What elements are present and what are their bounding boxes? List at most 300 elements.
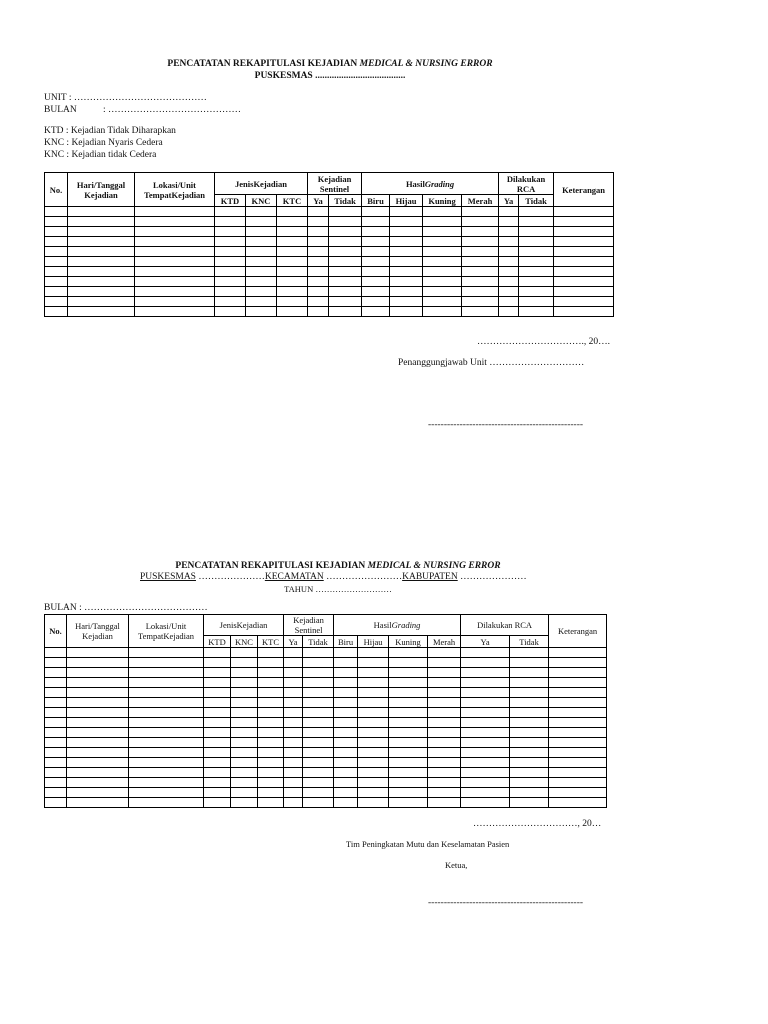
table-cell[interactable]: [334, 668, 358, 678]
table-cell[interactable]: [462, 247, 499, 257]
table-cell[interactable]: [308, 287, 329, 297]
table-cell[interactable]: [67, 728, 129, 738]
table-cell[interactable]: [329, 227, 362, 237]
table-cell[interactable]: [510, 698, 549, 708]
table-cell[interactable]: [554, 307, 614, 317]
table-cell[interactable]: [549, 678, 607, 688]
table-cell[interactable]: [362, 257, 390, 267]
table-cell[interactable]: [554, 207, 614, 217]
table-cell[interactable]: [258, 648, 284, 658]
table-cell[interactable]: [423, 277, 462, 287]
table-cell[interactable]: [45, 668, 67, 678]
table-cell[interactable]: [554, 257, 614, 267]
table-cell[interactable]: [303, 718, 334, 728]
table-cell[interactable]: [519, 247, 554, 257]
table-cell[interactable]: [423, 297, 462, 307]
table-cell[interactable]: [204, 648, 231, 658]
table-cell[interactable]: [549, 748, 607, 758]
table-cell[interactable]: [215, 257, 246, 267]
table-cell[interactable]: [549, 758, 607, 768]
table-cell[interactable]: [129, 698, 204, 708]
table-cell[interactable]: [204, 778, 231, 788]
table-cell[interactable]: [329, 217, 362, 227]
table-cell[interactable]: [362, 247, 390, 257]
table-cell[interactable]: [510, 788, 549, 798]
table-cell[interactable]: [231, 728, 258, 738]
table-cell[interactable]: [246, 287, 277, 297]
table-cell[interactable]: [329, 277, 362, 287]
table-cell[interactable]: [510, 778, 549, 788]
table-cell[interactable]: [231, 658, 258, 668]
table-cell[interactable]: [67, 708, 129, 718]
table-cell[interactable]: [68, 257, 135, 267]
table-cell[interactable]: [277, 247, 308, 257]
table-cell[interactable]: [390, 247, 423, 257]
table-cell[interactable]: [428, 678, 461, 688]
table-cell[interactable]: [246, 207, 277, 217]
table-cell[interactable]: [204, 658, 231, 668]
table-cell[interactable]: [554, 287, 614, 297]
table-cell[interactable]: [428, 668, 461, 678]
table-cell[interactable]: [45, 738, 67, 748]
table-cell[interactable]: [246, 227, 277, 237]
table-cell[interactable]: [334, 798, 358, 808]
table-cell[interactable]: [423, 227, 462, 237]
table-cell[interactable]: [258, 698, 284, 708]
table-cell[interactable]: [129, 768, 204, 778]
table-cell[interactable]: [519, 287, 554, 297]
table-cell[interactable]: [358, 648, 389, 658]
table-cell[interactable]: [129, 688, 204, 698]
table-cell[interactable]: [428, 768, 461, 778]
table-cell[interactable]: [231, 648, 258, 658]
table-cell[interactable]: [246, 307, 277, 317]
table-cell[interactable]: [135, 227, 215, 237]
table-cell[interactable]: [423, 217, 462, 227]
table-cell[interactable]: [308, 227, 329, 237]
table-cell[interactable]: [135, 267, 215, 277]
table-cell[interactable]: [549, 738, 607, 748]
table-cell[interactable]: [461, 668, 510, 678]
table-cell[interactable]: [246, 277, 277, 287]
table-cell[interactable]: [334, 708, 358, 718]
table-cell[interactable]: [45, 247, 68, 257]
table-cell[interactable]: [303, 748, 334, 758]
table-cell[interactable]: [308, 237, 329, 247]
table-cell[interactable]: [428, 658, 461, 668]
table-cell[interactable]: [358, 678, 389, 688]
table-cell[interactable]: [334, 658, 358, 668]
table-cell[interactable]: [389, 698, 428, 708]
table-cell[interactable]: [461, 708, 510, 718]
table-cell[interactable]: [67, 698, 129, 708]
table-cell[interactable]: [499, 237, 519, 247]
table-cell[interactable]: [67, 748, 129, 758]
table-cell[interactable]: [554, 237, 614, 247]
table-cell[interactable]: [308, 267, 329, 277]
table-cell[interactable]: [67, 668, 129, 678]
table-cell[interactable]: [334, 768, 358, 778]
table-cell[interactable]: [329, 257, 362, 267]
table-cell[interactable]: [428, 728, 461, 738]
table-cell[interactable]: [284, 708, 303, 718]
table-cell[interactable]: [284, 768, 303, 778]
table-cell[interactable]: [231, 738, 258, 748]
table-cell[interactable]: [358, 718, 389, 728]
table-cell[interactable]: [45, 708, 67, 718]
table-cell[interactable]: [303, 738, 334, 748]
table-cell[interactable]: [258, 718, 284, 728]
table-cell[interactable]: [129, 658, 204, 668]
table-cell[interactable]: [277, 267, 308, 277]
table-cell[interactable]: [462, 267, 499, 277]
table-cell[interactable]: [519, 267, 554, 277]
table-cell[interactable]: [246, 257, 277, 267]
table-cell[interactable]: [461, 658, 510, 668]
table-cell[interactable]: [519, 217, 554, 227]
table-cell[interactable]: [358, 708, 389, 718]
table-cell[interactable]: [204, 768, 231, 778]
table-cell[interactable]: [334, 678, 358, 688]
table-cell[interactable]: [423, 257, 462, 267]
table-cell[interactable]: [389, 668, 428, 678]
table-cell[interactable]: [389, 778, 428, 788]
table-cell[interactable]: [231, 798, 258, 808]
table-cell[interactable]: [135, 277, 215, 287]
table-cell[interactable]: [389, 688, 428, 698]
table-cell[interactable]: [258, 668, 284, 678]
table-cell[interactable]: [67, 718, 129, 728]
table-cell[interactable]: [510, 798, 549, 808]
table-cell[interactable]: [135, 287, 215, 297]
table-cell[interactable]: [68, 307, 135, 317]
table-cell[interactable]: [499, 307, 519, 317]
table-cell[interactable]: [461, 758, 510, 768]
table-cell[interactable]: [390, 217, 423, 227]
table-cell[interactable]: [554, 267, 614, 277]
table-cell[interactable]: [215, 217, 246, 227]
table-cell[interactable]: [389, 658, 428, 668]
table-cell[interactable]: [462, 307, 499, 317]
table-cell[interactable]: [308, 277, 329, 287]
table-cell[interactable]: [389, 758, 428, 768]
table-cell[interactable]: [308, 307, 329, 317]
table-cell[interactable]: [231, 698, 258, 708]
table-cell[interactable]: [510, 668, 549, 678]
table-cell[interactable]: [67, 688, 129, 698]
table-cell[interactable]: [510, 748, 549, 758]
table-cell[interactable]: [428, 718, 461, 728]
table-cell[interactable]: [303, 798, 334, 808]
table-cell[interactable]: [461, 798, 510, 808]
table-cell[interactable]: [554, 297, 614, 307]
table-cell[interactable]: [428, 698, 461, 708]
table-cell[interactable]: [461, 778, 510, 788]
table-cell[interactable]: [549, 788, 607, 798]
table-cell[interactable]: [499, 257, 519, 267]
table-cell[interactable]: [510, 728, 549, 738]
table-cell[interactable]: [45, 257, 68, 267]
table-cell[interactable]: [284, 668, 303, 678]
table-cell[interactable]: [362, 237, 390, 247]
table-cell[interactable]: [258, 798, 284, 808]
table-cell[interactable]: [461, 648, 510, 658]
table-cell[interactable]: [510, 738, 549, 748]
table-cell[interactable]: [45, 237, 68, 247]
table-cell[interactable]: [303, 678, 334, 688]
table-cell[interactable]: [135, 247, 215, 257]
table-cell[interactable]: [303, 698, 334, 708]
table-cell[interactable]: [284, 648, 303, 658]
table-cell[interactable]: [45, 648, 67, 658]
table-cell[interactable]: [362, 297, 390, 307]
table-cell[interactable]: [129, 738, 204, 748]
table-cell[interactable]: [277, 227, 308, 237]
table-cell[interactable]: [499, 207, 519, 217]
table-cell[interactable]: [499, 297, 519, 307]
table-cell[interactable]: [549, 798, 607, 808]
table-cell[interactable]: [45, 798, 67, 808]
table-cell[interactable]: [246, 267, 277, 277]
table-cell[interactable]: [428, 758, 461, 768]
table-cell[interactable]: [461, 678, 510, 688]
table-cell[interactable]: [231, 788, 258, 798]
table-cell[interactable]: [362, 217, 390, 227]
table-cell[interactable]: [554, 217, 614, 227]
table-cell[interactable]: [45, 728, 67, 738]
table-cell[interactable]: [258, 658, 284, 668]
table-cell[interactable]: [246, 217, 277, 227]
table-cell[interactable]: [231, 668, 258, 678]
table-cell[interactable]: [510, 708, 549, 718]
table-cell[interactable]: [215, 277, 246, 287]
table-cell[interactable]: [519, 227, 554, 237]
table-cell[interactable]: [461, 768, 510, 778]
table-cell[interactable]: [204, 758, 231, 768]
table-cell[interactable]: [215, 287, 246, 297]
table-cell[interactable]: [390, 297, 423, 307]
table-cell[interactable]: [358, 778, 389, 788]
table-cell[interactable]: [67, 788, 129, 798]
table-cell[interactable]: [45, 297, 68, 307]
table-cell[interactable]: [549, 648, 607, 658]
table-cell[interactable]: [423, 307, 462, 317]
table-cell[interactable]: [204, 688, 231, 698]
table-cell[interactable]: [303, 658, 334, 668]
table-cell[interactable]: [329, 307, 362, 317]
table-cell[interactable]: [277, 277, 308, 287]
table-cell[interactable]: [334, 778, 358, 788]
table-cell[interactable]: [329, 237, 362, 247]
table-cell[interactable]: [129, 678, 204, 688]
table-cell[interactable]: [462, 227, 499, 237]
table-cell[interactable]: [45, 207, 68, 217]
table-cell[interactable]: [390, 237, 423, 247]
table-cell[interactable]: [461, 728, 510, 738]
table-cell[interactable]: [45, 287, 68, 297]
table-cell[interactable]: [258, 768, 284, 778]
table-cell[interactable]: [129, 758, 204, 768]
table-cell[interactable]: [329, 287, 362, 297]
table-cell[interactable]: [231, 678, 258, 688]
table-cell[interactable]: [362, 227, 390, 237]
table-cell[interactable]: [215, 207, 246, 217]
table-cell[interactable]: [389, 798, 428, 808]
table-cell[interactable]: [428, 778, 461, 788]
table-cell[interactable]: [67, 758, 129, 768]
table-cell[interactable]: [428, 788, 461, 798]
table-cell[interactable]: [428, 648, 461, 658]
table-cell[interactable]: [499, 267, 519, 277]
table-cell[interactable]: [308, 217, 329, 227]
table-cell[interactable]: [334, 728, 358, 738]
table-cell[interactable]: [215, 267, 246, 277]
table-cell[interactable]: [308, 247, 329, 257]
table-cell[interactable]: [461, 788, 510, 798]
table-cell[interactable]: [284, 748, 303, 758]
table-cell[interactable]: [284, 728, 303, 738]
table-cell[interactable]: [462, 207, 499, 217]
table-cell[interactable]: [45, 277, 68, 287]
table-cell[interactable]: [45, 227, 68, 237]
table-cell[interactable]: [68, 247, 135, 257]
table-cell[interactable]: [462, 297, 499, 307]
table-cell[interactable]: [215, 237, 246, 247]
table-cell[interactable]: [549, 658, 607, 668]
table-cell[interactable]: [68, 237, 135, 247]
table-cell[interactable]: [549, 698, 607, 708]
table-cell[interactable]: [231, 748, 258, 758]
table-cell[interactable]: [45, 768, 67, 778]
table-cell[interactable]: [204, 698, 231, 708]
table-cell[interactable]: [462, 257, 499, 267]
table-cell[interactable]: [423, 267, 462, 277]
table-cell[interactable]: [284, 738, 303, 748]
table-cell[interactable]: [423, 237, 462, 247]
table-cell[interactable]: [362, 277, 390, 287]
table-cell[interactable]: [277, 207, 308, 217]
table-cell[interactable]: [67, 678, 129, 688]
table-cell[interactable]: [499, 287, 519, 297]
table-cell[interactable]: [428, 738, 461, 748]
table-cell[interactable]: [358, 688, 389, 698]
table-cell[interactable]: [303, 778, 334, 788]
table-cell[interactable]: [284, 658, 303, 668]
table-cell[interactable]: [45, 267, 68, 277]
table-cell[interactable]: [554, 277, 614, 287]
table-cell[interactable]: [358, 698, 389, 708]
table-cell[interactable]: [390, 277, 423, 287]
table-cell[interactable]: [389, 768, 428, 778]
table-cell[interactable]: [362, 287, 390, 297]
table-cell[interactable]: [329, 247, 362, 257]
table-cell[interactable]: [277, 287, 308, 297]
table-cell[interactable]: [329, 297, 362, 307]
table-cell[interactable]: [246, 237, 277, 247]
table-cell[interactable]: [277, 307, 308, 317]
table-cell[interactable]: [389, 748, 428, 758]
table-cell[interactable]: [231, 778, 258, 788]
table-cell[interactable]: [423, 287, 462, 297]
table-cell[interactable]: [258, 738, 284, 748]
table-cell[interactable]: [334, 718, 358, 728]
table-cell[interactable]: [45, 688, 67, 698]
table-cell[interactable]: [204, 678, 231, 688]
table-cell[interactable]: [334, 758, 358, 768]
table-cell[interactable]: [390, 307, 423, 317]
table-cell[interactable]: [462, 277, 499, 287]
table-cell[interactable]: [461, 698, 510, 708]
table-cell[interactable]: [389, 718, 428, 728]
table-cell[interactable]: [215, 227, 246, 237]
table-cell[interactable]: [129, 798, 204, 808]
table-cell[interactable]: [390, 227, 423, 237]
table-cell[interactable]: [67, 798, 129, 808]
table-cell[interactable]: [204, 788, 231, 798]
table-cell[interactable]: [423, 247, 462, 257]
table-cell[interactable]: [362, 307, 390, 317]
table-cell[interactable]: [284, 758, 303, 768]
table-cell[interactable]: [129, 778, 204, 788]
table-cell[interactable]: [461, 718, 510, 728]
table-cell[interactable]: [510, 758, 549, 768]
table-cell[interactable]: [390, 287, 423, 297]
table-cell[interactable]: [45, 718, 67, 728]
table-cell[interactable]: [303, 758, 334, 768]
table-cell[interactable]: [258, 748, 284, 758]
table-cell[interactable]: [390, 257, 423, 267]
table-cell[interactable]: [334, 738, 358, 748]
table-cell[interactable]: [519, 237, 554, 247]
table-cell[interactable]: [231, 688, 258, 698]
table-cell[interactable]: [135, 257, 215, 267]
table-cell[interactable]: [519, 307, 554, 317]
table-cell[interactable]: [519, 277, 554, 287]
table-cell[interactable]: [362, 267, 390, 277]
table-cell[interactable]: [258, 788, 284, 798]
table-cell[interactable]: [45, 658, 67, 668]
table-cell[interactable]: [358, 728, 389, 738]
table-cell[interactable]: [549, 688, 607, 698]
table-cell[interactable]: [499, 247, 519, 257]
table-cell[interactable]: [284, 798, 303, 808]
table-cell[interactable]: [358, 738, 389, 748]
table-cell[interactable]: [129, 728, 204, 738]
table-cell[interactable]: [390, 207, 423, 217]
table-cell[interactable]: [358, 768, 389, 778]
table-cell[interactable]: [389, 738, 428, 748]
table-cell[interactable]: [461, 748, 510, 758]
table-cell[interactable]: [462, 237, 499, 247]
table-cell[interactable]: [204, 798, 231, 808]
table-cell[interactable]: [284, 698, 303, 708]
table-cell[interactable]: [499, 227, 519, 237]
table-cell[interactable]: [329, 267, 362, 277]
table-cell[interactable]: [231, 718, 258, 728]
table-cell[interactable]: [510, 718, 549, 728]
table-cell[interactable]: [204, 718, 231, 728]
table-cell[interactable]: [554, 227, 614, 237]
table-cell[interactable]: [68, 287, 135, 297]
table-cell[interactable]: [231, 758, 258, 768]
table-cell[interactable]: [67, 768, 129, 778]
table-cell[interactable]: [334, 648, 358, 658]
table-cell[interactable]: [284, 788, 303, 798]
table-cell[interactable]: [68, 207, 135, 217]
table-cell[interactable]: [135, 237, 215, 247]
table-cell[interactable]: [303, 648, 334, 658]
table-cell[interactable]: [510, 688, 549, 698]
